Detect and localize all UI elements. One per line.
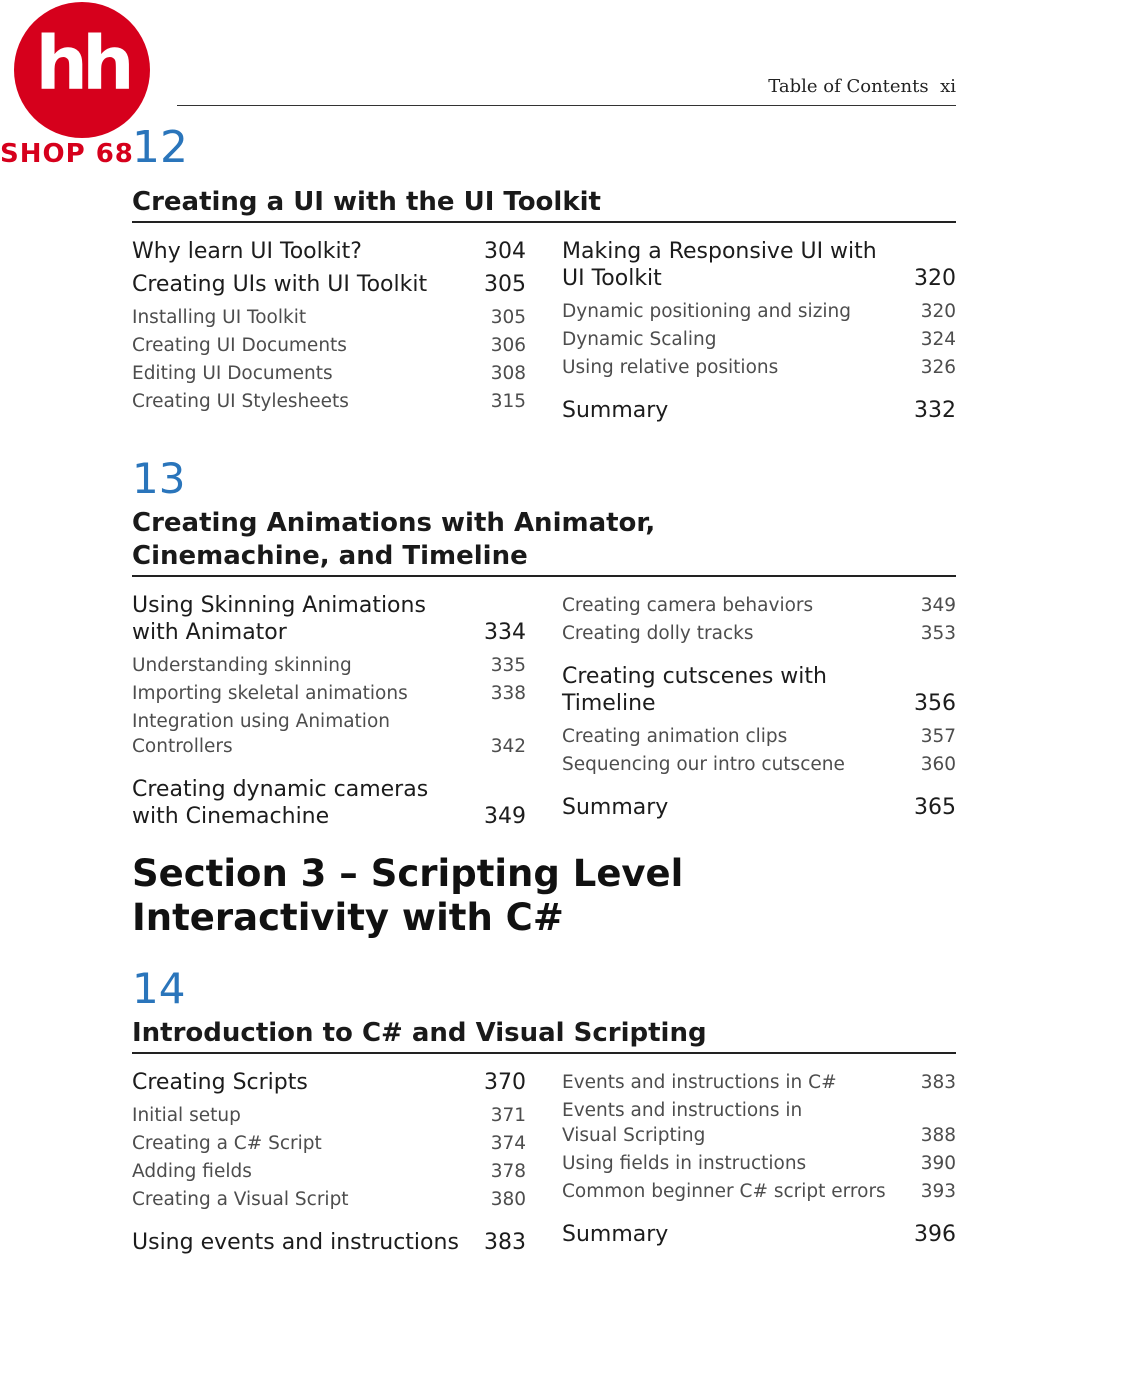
toc-entry[interactable]: Creating Scripts 370 bbox=[132, 1070, 526, 1095]
toc-subentry[interactable]: Installing UI Toolkit 305 bbox=[132, 307, 526, 328]
toc-subentry[interactable]: Initial setup 371 bbox=[132, 1105, 526, 1126]
toc-subentry[interactable]: Creating UI Documents 306 bbox=[132, 335, 526, 356]
toc-entry-summary[interactable]: Summary 365 bbox=[562, 795, 956, 820]
chapter-13-number: 13 bbox=[132, 454, 186, 503]
logo-text: hh bbox=[35, 21, 129, 107]
toc-subentry[interactable]: Dynamic positioning and sizing 320 bbox=[562, 301, 956, 322]
section-title: Section 3 – Scripting Level Interactivity with C# bbox=[132, 852, 684, 939]
toc-subentry[interactable]: Sequencing our intro cutscene 360 bbox=[562, 754, 956, 775]
toc-subentry[interactable]: Integration using Animation Controllers 342 bbox=[132, 711, 526, 757]
toc-subentry[interactable]: Creating a C# Script 374 bbox=[132, 1133, 526, 1154]
toc-subentry[interactable]: Adding fields 378 bbox=[132, 1161, 526, 1182]
chapter-14-rule bbox=[132, 1052, 956, 1054]
chapter-14-title: Introduction to C# and Visual Scripting bbox=[132, 1018, 707, 1048]
toc-subentry[interactable]: Editing UI Documents 308 bbox=[132, 363, 526, 384]
chapter-12-title: Creating a UI with the UI Toolkit bbox=[132, 187, 601, 217]
toc-entry[interactable]: Creating dynamic cameras with Cinemachine 349 bbox=[132, 777, 526, 829]
toc-subentry[interactable]: Events and instructions in C# 383 bbox=[562, 1072, 956, 1093]
toc-entry[interactable]: Creating UIs with UI Toolkit 305 bbox=[132, 272, 526, 297]
running-head-text: Table of Contents bbox=[768, 76, 929, 97]
toc-entry[interactable]: Making a Responsive UI with UI Toolkit 320 bbox=[562, 239, 956, 291]
running-head-page: xi bbox=[940, 76, 956, 97]
toc-subentry[interactable]: Creating animation clips 357 bbox=[562, 726, 956, 747]
toc-subentry[interactable]: Using relative positions 326 bbox=[562, 357, 956, 378]
header-rule bbox=[177, 105, 956, 106]
toc-entry[interactable]: Why learn UI Toolkit? 304 bbox=[132, 239, 526, 264]
toc-subentry[interactable]: Importing skeletal animations 338 bbox=[132, 683, 526, 704]
toc-entry[interactable]: Using Skinning Animations with Animator 334 bbox=[132, 593, 526, 645]
toc-entry-summary[interactable]: Summary 332 bbox=[562, 398, 956, 423]
toc-entry-summary[interactable]: Summary 396 bbox=[562, 1222, 956, 1247]
chapter-12-rule bbox=[132, 221, 956, 223]
shop-label: SHOP 68 bbox=[0, 139, 134, 169]
toc-subentry[interactable]: Common beginner C# script errors 393 bbox=[562, 1181, 956, 1202]
toc-subentry[interactable]: Using fields in instructions 390 bbox=[562, 1153, 956, 1174]
running-head bbox=[768, 76, 956, 97]
toc-subentry[interactable]: Creating UI Stylesheets 315 bbox=[132, 391, 526, 412]
chapter-13-title: Creating Animations with Animator, Cinemachine, and Timeline bbox=[132, 508, 656, 571]
chapter-14-number: 14 bbox=[132, 964, 186, 1013]
chapter-12-number: 12 bbox=[132, 122, 188, 173]
toc-subentry[interactable]: Understanding skinning 335 bbox=[132, 655, 526, 676]
toc-entry[interactable]: Creating cutscenes with Timeline 356 bbox=[562, 664, 956, 716]
toc-subentry[interactable]: Events and instructions in Visual Scripting 388 bbox=[562, 1100, 956, 1146]
watermark-logo bbox=[14, 2, 150, 138]
toc-subentry[interactable]: Creating a Visual Script 380 bbox=[132, 1189, 526, 1210]
chapter-13-rule bbox=[132, 575, 956, 577]
toc-subentry[interactable]: Creating dolly tracks 353 bbox=[562, 623, 956, 644]
toc-entry[interactable]: Using events and instructions 383 bbox=[132, 1230, 526, 1255]
toc-subentry[interactable]: Dynamic Scaling 324 bbox=[562, 329, 956, 350]
toc-subentry[interactable]: Creating camera behaviors 349 bbox=[562, 595, 956, 616]
